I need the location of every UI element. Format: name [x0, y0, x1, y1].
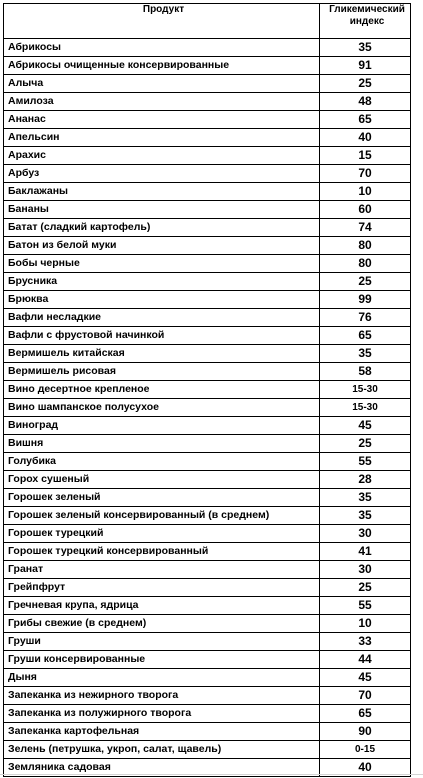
- product-name-cell[interactable]: Дыня: [4, 669, 320, 687]
- glycemic-index-cell[interactable]: 80: [320, 255, 411, 273]
- glycemic-index-cell[interactable]: 65: [320, 705, 411, 723]
- glycemic-index-cell[interactable]: 44: [320, 651, 411, 669]
- product-name-cell[interactable]: Вафли несладкие: [4, 309, 320, 327]
- glycemic-index-cell[interactable]: 30: [320, 525, 411, 543]
- product-name-cell[interactable]: Груши консервированные: [4, 651, 320, 669]
- glycemic-index-cell[interactable]: 25: [320, 75, 411, 93]
- product-name-cell[interactable]: Арбуз: [4, 165, 320, 183]
- product-name-cell[interactable]: Абрикосы: [4, 39, 320, 57]
- table-row: [4, 165, 411, 183]
- glycemic-index-cell[interactable]: 25: [320, 579, 411, 597]
- glycemic-index-cell[interactable]: 40: [320, 129, 411, 147]
- table-row: [4, 147, 411, 165]
- glycemic-index-cell[interactable]: 55: [320, 597, 411, 615]
- table-row: [4, 255, 411, 273]
- product-name-cell[interactable]: Амилоза: [4, 93, 320, 111]
- glycemic-index-cell[interactable]: 76: [320, 309, 411, 327]
- product-name-cell[interactable]: Ананас: [4, 111, 320, 129]
- glycemic-index-cell[interactable]: 30: [320, 561, 411, 579]
- table-row: [4, 345, 411, 363]
- glycemic-index-cell[interactable]: 99: [320, 291, 411, 309]
- table-row: [4, 597, 411, 615]
- header-row: [4, 4, 411, 39]
- product-name-cell[interactable]: Горошек турецкий консервированный: [4, 543, 320, 561]
- product-name-cell[interactable]: Запеканка картофельная: [4, 723, 320, 741]
- product-name-cell[interactable]: Баклажаны: [4, 183, 320, 201]
- table-row: [4, 273, 411, 291]
- product-name-cell[interactable]: Виноград: [4, 417, 320, 435]
- table-row: [4, 129, 411, 147]
- table-row: [4, 291, 411, 309]
- product-name-cell[interactable]: Голубика: [4, 453, 320, 471]
- glycemic-index-cell[interactable]: 10: [320, 615, 411, 633]
- product-name-cell[interactable]: Алыча: [4, 75, 320, 93]
- product-name-cell[interactable]: Запеканка из нежирного творога: [4, 687, 320, 705]
- table-row: [4, 363, 411, 381]
- glycemic-index-cell[interactable]: 70: [320, 165, 411, 183]
- table-row: [4, 651, 411, 669]
- product-name-cell[interactable]: Груши: [4, 633, 320, 651]
- table-row: [4, 525, 411, 543]
- product-name-cell[interactable]: Вермишель рисовая: [4, 363, 320, 381]
- product-name-cell[interactable]: Гречневая крупа, ядрица: [4, 597, 320, 615]
- product-name-cell[interactable]: Вишня: [4, 435, 320, 453]
- table-row: [4, 489, 411, 507]
- table-row: [4, 543, 411, 561]
- table-row: [4, 507, 411, 525]
- column-header-glycemic-index[interactable]: Гликемический индекс: [320, 4, 411, 39]
- column-header-product[interactable]: Продукт: [4, 4, 320, 39]
- table-row: [4, 57, 411, 75]
- product-name-cell[interactable]: Гранат: [4, 561, 320, 579]
- product-name-cell[interactable]: Вермишель китайская: [4, 345, 320, 363]
- glycemic-index-cell[interactable]: 35: [320, 489, 411, 507]
- product-name-cell[interactable]: Запеканка из полужирного творога: [4, 705, 320, 723]
- table-row: [4, 201, 411, 219]
- table-row: [4, 453, 411, 471]
- product-name-cell[interactable]: Брюква: [4, 291, 320, 309]
- product-name-cell[interactable]: Горошек турецкий: [4, 525, 320, 543]
- table-row: [4, 309, 411, 327]
- glycemic-index-table: [3, 3, 411, 777]
- product-name-cell[interactable]: Брусника: [4, 273, 320, 291]
- product-name-cell[interactable]: Горошек зеленый консервированный (в среднем): [4, 507, 320, 525]
- product-name-cell[interactable]: Земляника садовая: [4, 759, 320, 777]
- glycemic-index-cell[interactable]: 33: [320, 633, 411, 651]
- table-row: [4, 93, 411, 111]
- table-row: [4, 669, 411, 687]
- table-row: [4, 381, 411, 399]
- glycemic-index-cell[interactable]: 35: [320, 39, 411, 57]
- product-name-cell[interactable]: Апельсин: [4, 129, 320, 147]
- table-row: [4, 615, 411, 633]
- product-name-cell[interactable]: Горох сушеный: [4, 471, 320, 489]
- glycemic-index-cell[interactable]: 15-30: [320, 381, 411, 399]
- glycemic-index-cell[interactable]: 10: [320, 183, 411, 201]
- table-row: [4, 219, 411, 237]
- table-row: [4, 579, 411, 597]
- product-name-cell[interactable]: Горошек зеленый: [4, 489, 320, 507]
- glycemic-index-cell[interactable]: 35: [320, 345, 411, 363]
- table-row: [4, 111, 411, 129]
- product-name-cell[interactable]: Грейпфрут: [4, 579, 320, 597]
- glycemic-index-cell[interactable]: 15: [320, 147, 411, 165]
- glycemic-index-cell[interactable]: 40: [320, 759, 411, 777]
- product-name-cell[interactable]: Вафли с фрустовой начинкой: [4, 327, 320, 345]
- table-row: [4, 39, 411, 57]
- table-row: [4, 237, 411, 255]
- table-row: [4, 327, 411, 345]
- product-name-cell[interactable]: Бобы черные: [4, 255, 320, 273]
- glycemic-index-cell[interactable]: 28: [320, 471, 411, 489]
- glycemic-index-cell[interactable]: 65: [320, 327, 411, 345]
- glycemic-index-cell[interactable]: 15-30: [320, 399, 411, 417]
- glycemic-index-cell[interactable]: 74: [320, 219, 411, 237]
- table-row: [4, 417, 411, 435]
- table-row: [4, 399, 411, 417]
- product-name-cell[interactable]: Вино десертное крепленое: [4, 381, 320, 399]
- product-name-cell[interactable]: Грибы свежие (в среднем): [4, 615, 320, 633]
- glycemic-index-cell[interactable]: 90: [320, 723, 411, 741]
- product-name-cell[interactable]: Бананы: [4, 201, 320, 219]
- table-row: [4, 705, 411, 723]
- product-name-cell[interactable]: Абрикосы очищенные консервированные: [4, 57, 320, 75]
- glycemic-index-cell[interactable]: 25: [320, 273, 411, 291]
- table-row: [4, 75, 411, 93]
- glycemic-index-cell[interactable]: 35: [320, 507, 411, 525]
- glycemic-index-cell[interactable]: 55: [320, 453, 411, 471]
- glycemic-index-cell[interactable]: 45: [320, 417, 411, 435]
- table-row: [4, 633, 411, 651]
- glycemic-index-cell[interactable]: 91: [320, 57, 411, 75]
- table-row: [4, 435, 411, 453]
- product-name-cell[interactable]: Вино шампанское полусухое: [4, 399, 320, 417]
- glycemic-index-cell[interactable]: 0-15: [320, 741, 411, 759]
- table-row: [4, 741, 411, 759]
- table-row: [4, 183, 411, 201]
- table-row: [4, 723, 411, 741]
- glycemic-index-cell[interactable]: 80: [320, 237, 411, 255]
- glycemic-index-cell[interactable]: 58: [320, 363, 411, 381]
- product-name-cell[interactable]: Батон из белой муки: [4, 237, 320, 255]
- glycemic-index-cell[interactable]: 60: [320, 201, 411, 219]
- glycemic-index-cell[interactable]: 48: [320, 93, 411, 111]
- glycemic-index-cell[interactable]: 45: [320, 669, 411, 687]
- glycemic-index-cell[interactable]: 41: [320, 543, 411, 561]
- table-row: [4, 561, 411, 579]
- glycemic-index-cell[interactable]: 65: [320, 111, 411, 129]
- table-row: [4, 687, 411, 705]
- glycemic-index-cell[interactable]: 70: [320, 687, 411, 705]
- product-name-cell[interactable]: Зелень (петрушка, укроп, салат, щавель): [4, 741, 320, 759]
- sheet-gridline: [0, 774, 423, 775]
- table-row: [4, 471, 411, 489]
- glycemic-index-cell[interactable]: 25: [320, 435, 411, 453]
- product-name-cell[interactable]: Батат (сладкий картофель): [4, 219, 320, 237]
- product-name-cell[interactable]: Арахис: [4, 147, 320, 165]
